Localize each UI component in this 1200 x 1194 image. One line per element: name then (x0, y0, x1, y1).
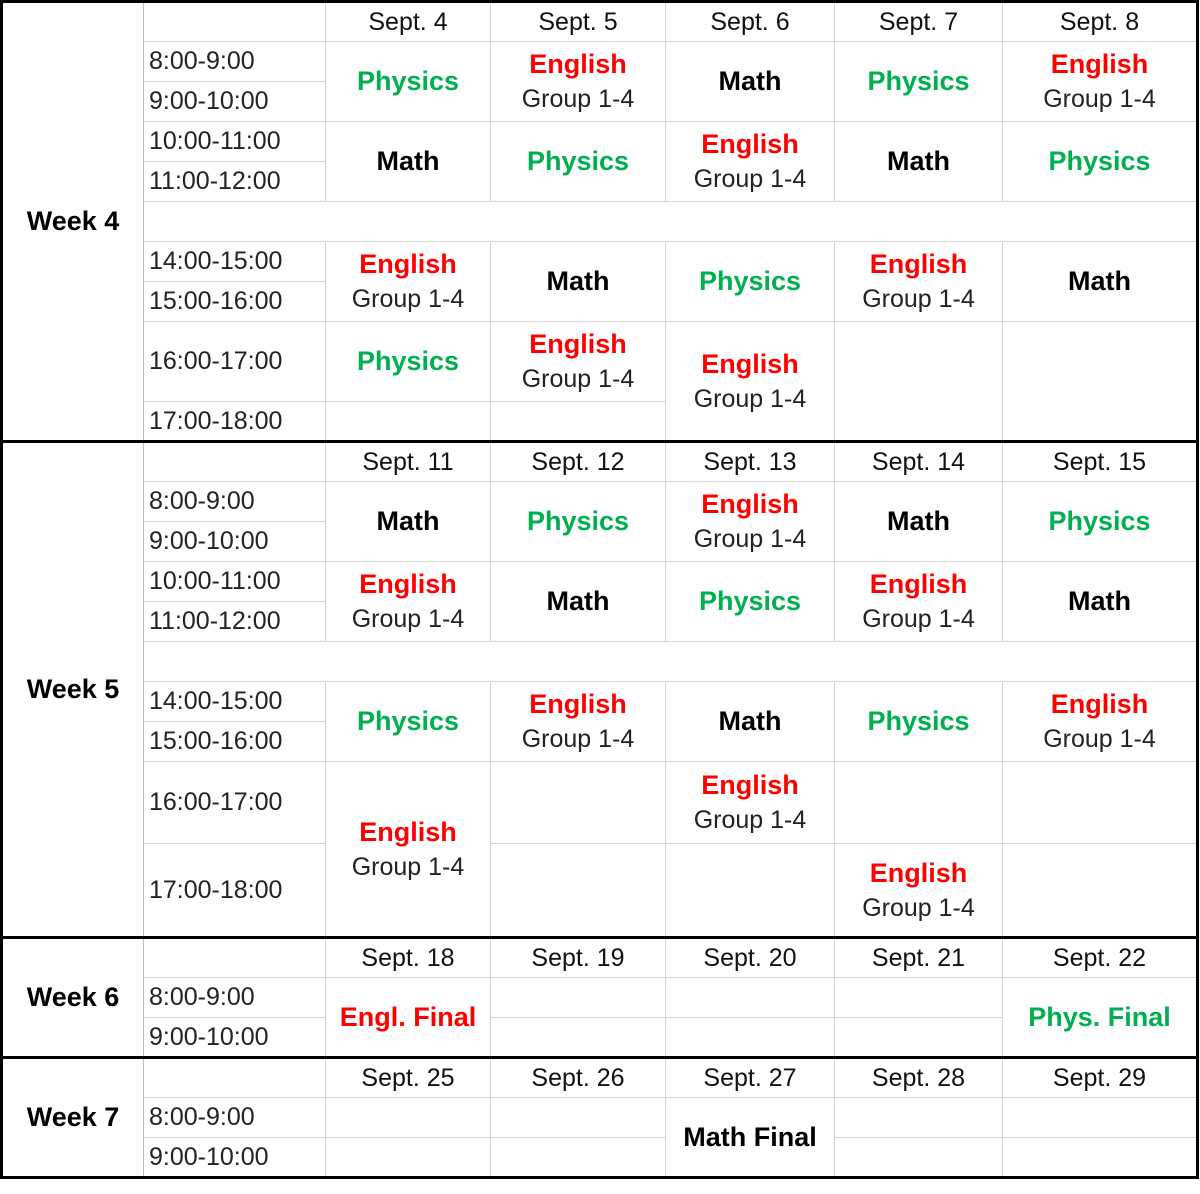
time-header-blank (144, 442, 326, 482)
empty-cell (326, 1098, 491, 1138)
session-subject: Physics (1048, 506, 1151, 536)
session-subject: English (359, 569, 457, 599)
date-header: Sept. 12 (491, 442, 666, 482)
session-subject: Physics (867, 706, 970, 736)
time-slot: 17:00-18:00 (144, 844, 326, 938)
time-slot: 15:00-16:00 (144, 722, 326, 762)
session-subject: English (1050, 689, 1149, 719)
session-cell (666, 682, 835, 762)
session-cell (491, 682, 666, 762)
session-cell (491, 122, 666, 202)
time-slot: 9:00-10:00 (144, 522, 326, 562)
date-header: Sept. 29 (1003, 1058, 1198, 1098)
session-subject: Physics (526, 146, 630, 176)
time-slot: 10:00-11:00 (144, 122, 326, 162)
time-slot: 9:00-10:00 (144, 1018, 326, 1058)
session-cell (835, 844, 1003, 938)
empty-cell (491, 978, 666, 1018)
time-slot: 11:00-12:00 (144, 602, 326, 642)
session-subject: Math (376, 146, 440, 176)
time-header-blank (144, 2, 326, 42)
session-subject: Engl. Final (339, 1001, 477, 1032)
session-group: Group 1-4 (693, 384, 807, 413)
session-cell (326, 42, 491, 122)
session-cell (491, 482, 666, 562)
time-slot: 17:00-18:00 (144, 402, 326, 442)
empty-cell (1003, 1098, 1198, 1138)
session-group: Group 1-4 (521, 85, 635, 113)
date-header: Sept. 7 (835, 2, 1003, 42)
session-group: Group 1-4 (862, 605, 975, 633)
session-cell (1003, 682, 1198, 762)
empty-cell (491, 844, 666, 938)
session-cell (491, 322, 666, 402)
session-group: Group 1-4 (693, 806, 807, 834)
date-header: Sept. 4 (326, 2, 491, 42)
empty-cell (491, 1098, 666, 1138)
session-subject: English (359, 249, 457, 279)
date-header: Sept. 15 (1003, 442, 1198, 482)
session-group: Group 1-4 (1043, 725, 1156, 753)
session-cell (835, 42, 1003, 122)
time-slot: 14:00-15:00 (144, 682, 326, 722)
session-subject: English (869, 857, 968, 888)
time-slot: 10:00-11:00 (144, 562, 326, 602)
lunch-break-row (144, 202, 1198, 242)
session-subject: Physics (356, 346, 460, 376)
empty-cell (326, 402, 491, 442)
date-header: Sept. 13 (666, 442, 835, 482)
session-cell (835, 482, 1003, 562)
empty-cell (835, 1018, 1003, 1058)
week-label: Week 4 (2, 2, 144, 442)
time-slot: 8:00-9:00 (144, 42, 326, 82)
session-cell (326, 978, 491, 1058)
time-slot: 8:00-9:00 (144, 1098, 326, 1138)
empty-cell (1003, 844, 1198, 938)
session-cell (326, 682, 491, 762)
date-header: Sept. 6 (666, 2, 835, 42)
session-cell (491, 242, 666, 322)
empty-cell (491, 402, 666, 442)
session-subject: English (529, 689, 627, 719)
time-slot: 9:00-10:00 (144, 82, 326, 122)
date-header: Sept. 11 (326, 442, 491, 482)
session-cell (1003, 122, 1198, 202)
time-slot: 8:00-9:00 (144, 482, 326, 522)
session-cell (326, 762, 491, 938)
session-cell (491, 562, 666, 642)
date-header: Sept. 14 (835, 442, 1003, 482)
date-header: Sept. 28 (835, 1058, 1003, 1098)
session-cell (666, 482, 835, 562)
empty-cell (835, 762, 1003, 844)
session-cell (666, 42, 835, 122)
time-header-blank (144, 1058, 326, 1098)
session-cell (666, 562, 835, 642)
empty-cell (835, 1138, 1003, 1178)
session-subject: Physics (1048, 146, 1151, 176)
date-header: Sept. 18 (326, 938, 491, 978)
session-subject: Physics (356, 706, 460, 736)
empty-cell (491, 1018, 666, 1058)
session-subject: Math (546, 586, 610, 616)
session-subject: Physics (698, 266, 802, 296)
session-subject: Physics (526, 506, 630, 536)
session-subject: English (701, 348, 799, 379)
empty-cell (835, 978, 1003, 1018)
session-subject: Math (546, 266, 610, 296)
empty-cell (1003, 762, 1198, 844)
session-group: Group 1-4 (693, 525, 807, 553)
session-cell (491, 42, 666, 122)
empty-cell (835, 322, 1003, 442)
session-subject: Math Final (683, 1121, 817, 1152)
session-subject: Physics (356, 66, 460, 96)
empty-cell (491, 1138, 666, 1178)
session-cell (666, 242, 835, 322)
date-header: Sept. 21 (835, 938, 1003, 978)
session-group: Group 1-4 (521, 725, 635, 753)
time-slot: 8:00-9:00 (144, 978, 326, 1018)
date-header: Sept. 5 (491, 2, 666, 42)
empty-cell (835, 1098, 1003, 1138)
date-header: Sept. 26 (491, 1058, 666, 1098)
session-subject: Math (376, 506, 440, 536)
session-group: Group 1-4 (862, 893, 975, 922)
date-header: Sept. 8 (1003, 2, 1198, 42)
session-group: Group 1-4 (351, 285, 465, 313)
date-header: Sept. 20 (666, 938, 835, 978)
session-subject: Math (718, 66, 782, 96)
time-slot: 14:00-15:00 (144, 242, 326, 282)
empty-cell (666, 844, 835, 938)
time-slot: 15:00-16:00 (144, 282, 326, 322)
date-header: Sept. 22 (1003, 938, 1198, 978)
session-subject: Math (1068, 266, 1131, 296)
session-cell (326, 322, 491, 402)
lunch-break-row (144, 642, 1198, 682)
session-subject: English (701, 129, 799, 159)
session-subject: English (529, 329, 627, 359)
week-label: Week 7 (2, 1058, 144, 1178)
session-cell (835, 242, 1003, 322)
time-header-blank (144, 938, 326, 978)
session-group: Group 1-4 (351, 852, 465, 881)
session-cell (1003, 42, 1198, 122)
session-subject: Math (718, 706, 782, 736)
session-subject: English (869, 569, 968, 599)
date-header: Sept. 27 (666, 1058, 835, 1098)
session-cell (1003, 242, 1198, 322)
session-cell (666, 762, 835, 844)
session-cell (835, 682, 1003, 762)
session-subject: Phys. Final (1028, 1001, 1171, 1032)
session-cell (326, 122, 491, 202)
session-cell (326, 242, 491, 322)
session-cell (1003, 482, 1198, 562)
empty-cell (1003, 1138, 1198, 1178)
time-slot: 16:00-17:00 (144, 322, 326, 402)
session-subject: English (1050, 49, 1149, 79)
empty-cell (666, 978, 835, 1018)
session-subject: Physics (867, 66, 970, 96)
session-cell (835, 122, 1003, 202)
session-group: Group 1-4 (693, 165, 807, 193)
empty-cell (491, 762, 666, 844)
empty-cell (666, 1018, 835, 1058)
time-slot: 11:00-12:00 (144, 162, 326, 202)
session-cell (326, 562, 491, 642)
empty-cell (1003, 322, 1198, 442)
session-cell (666, 122, 835, 202)
session-group: Group 1-4 (862, 285, 975, 313)
session-subject: Physics (698, 586, 802, 616)
session-subject: Math (887, 506, 950, 536)
session-cell (326, 482, 491, 562)
week-label: Week 6 (2, 938, 144, 1058)
session-group: Group 1-4 (521, 365, 635, 393)
session-cell (666, 1098, 835, 1178)
session-subject: English (701, 770, 799, 800)
date-header: Sept. 19 (491, 938, 666, 978)
time-slot: 9:00-10:00 (144, 1138, 326, 1178)
session-cell (1003, 562, 1198, 642)
session-subject: English (869, 249, 968, 279)
session-subject: English (701, 489, 799, 519)
session-subject: Math (1068, 586, 1131, 616)
session-cell (1003, 978, 1198, 1058)
session-subject: Math (887, 146, 950, 176)
session-subject: English (529, 49, 627, 79)
empty-cell (326, 1138, 491, 1178)
session-cell (666, 322, 835, 442)
date-header: Sept. 25 (326, 1058, 491, 1098)
session-subject: English (359, 816, 457, 847)
session-group: Group 1-4 (1043, 85, 1156, 113)
session-cell (835, 562, 1003, 642)
session-group: Group 1-4 (351, 605, 465, 633)
time-slot: 16:00-17:00 (144, 762, 326, 844)
week-label: Week 5 (2, 442, 144, 938)
